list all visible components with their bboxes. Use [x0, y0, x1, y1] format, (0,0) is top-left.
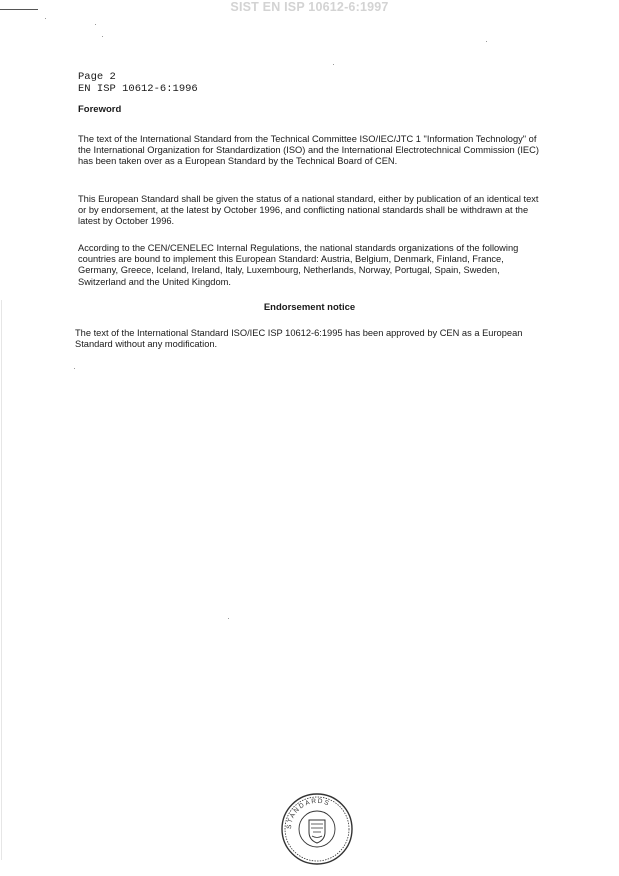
scan-speck — [74, 368, 75, 369]
seal-icon — [280, 792, 354, 866]
scan-speck — [228, 618, 229, 619]
foreword-paragraph-1: The text of the International Standard from the Technical Committee ISO/IEC/JTC 1 "Information Technology" of the International Organization for Standardization (ISO) and the International Electrotechnical Commission (IEC) has been taken over as a European Standard by the Technical Board of CEN. — [78, 134, 539, 167]
seal-text: STANDARDS — [285, 797, 332, 830]
page-header — [78, 71, 198, 95]
scan-speck — [486, 41, 487, 42]
foreword-paragraph-2: This European Standard shall be given the status of a national standard, either by publication of an identical text or by endorsement, at the latest by October 1996, and conflicting national standards shall be withdrawn at the latest by October 1996. — [78, 194, 539, 227]
page-number: Page 2 — [78, 71, 116, 83]
scan-speck — [102, 36, 103, 37]
scan-speck — [333, 64, 334, 65]
scan-speck — [95, 24, 96, 25]
document-id: EN ISP 10612-6:1996 — [78, 83, 198, 95]
scan-speck — [45, 18, 46, 19]
endorsement-heading: Endorsement notice — [263, 302, 356, 313]
endorsement-paragraph: The text of the International Standard ISO/IEC ISP 10612-6:1995 has been approved by CEN as a European Standard without any modification. — [75, 328, 523, 350]
foreword-paragraph-3: According to the CEN/CENELEC Internal Regulations, the national standards organizations of the following countries are bound to implement this European Standard: Austria, Belgium, Denmark, Finland, France, Germany, Greece, Iceland, Ireland, Italy, Luxembourg, Netherlands, Norway, Portugal, Spain, Sweden, Switzerland and the United Kingdom. — [78, 243, 519, 287]
scan-edge — [1, 300, 2, 860]
watermark: SIST EN ISP 10612-6:1997 — [230, 0, 389, 14]
foreword-heading: Foreword — [78, 104, 122, 115]
stamp-seal — [280, 792, 354, 866]
